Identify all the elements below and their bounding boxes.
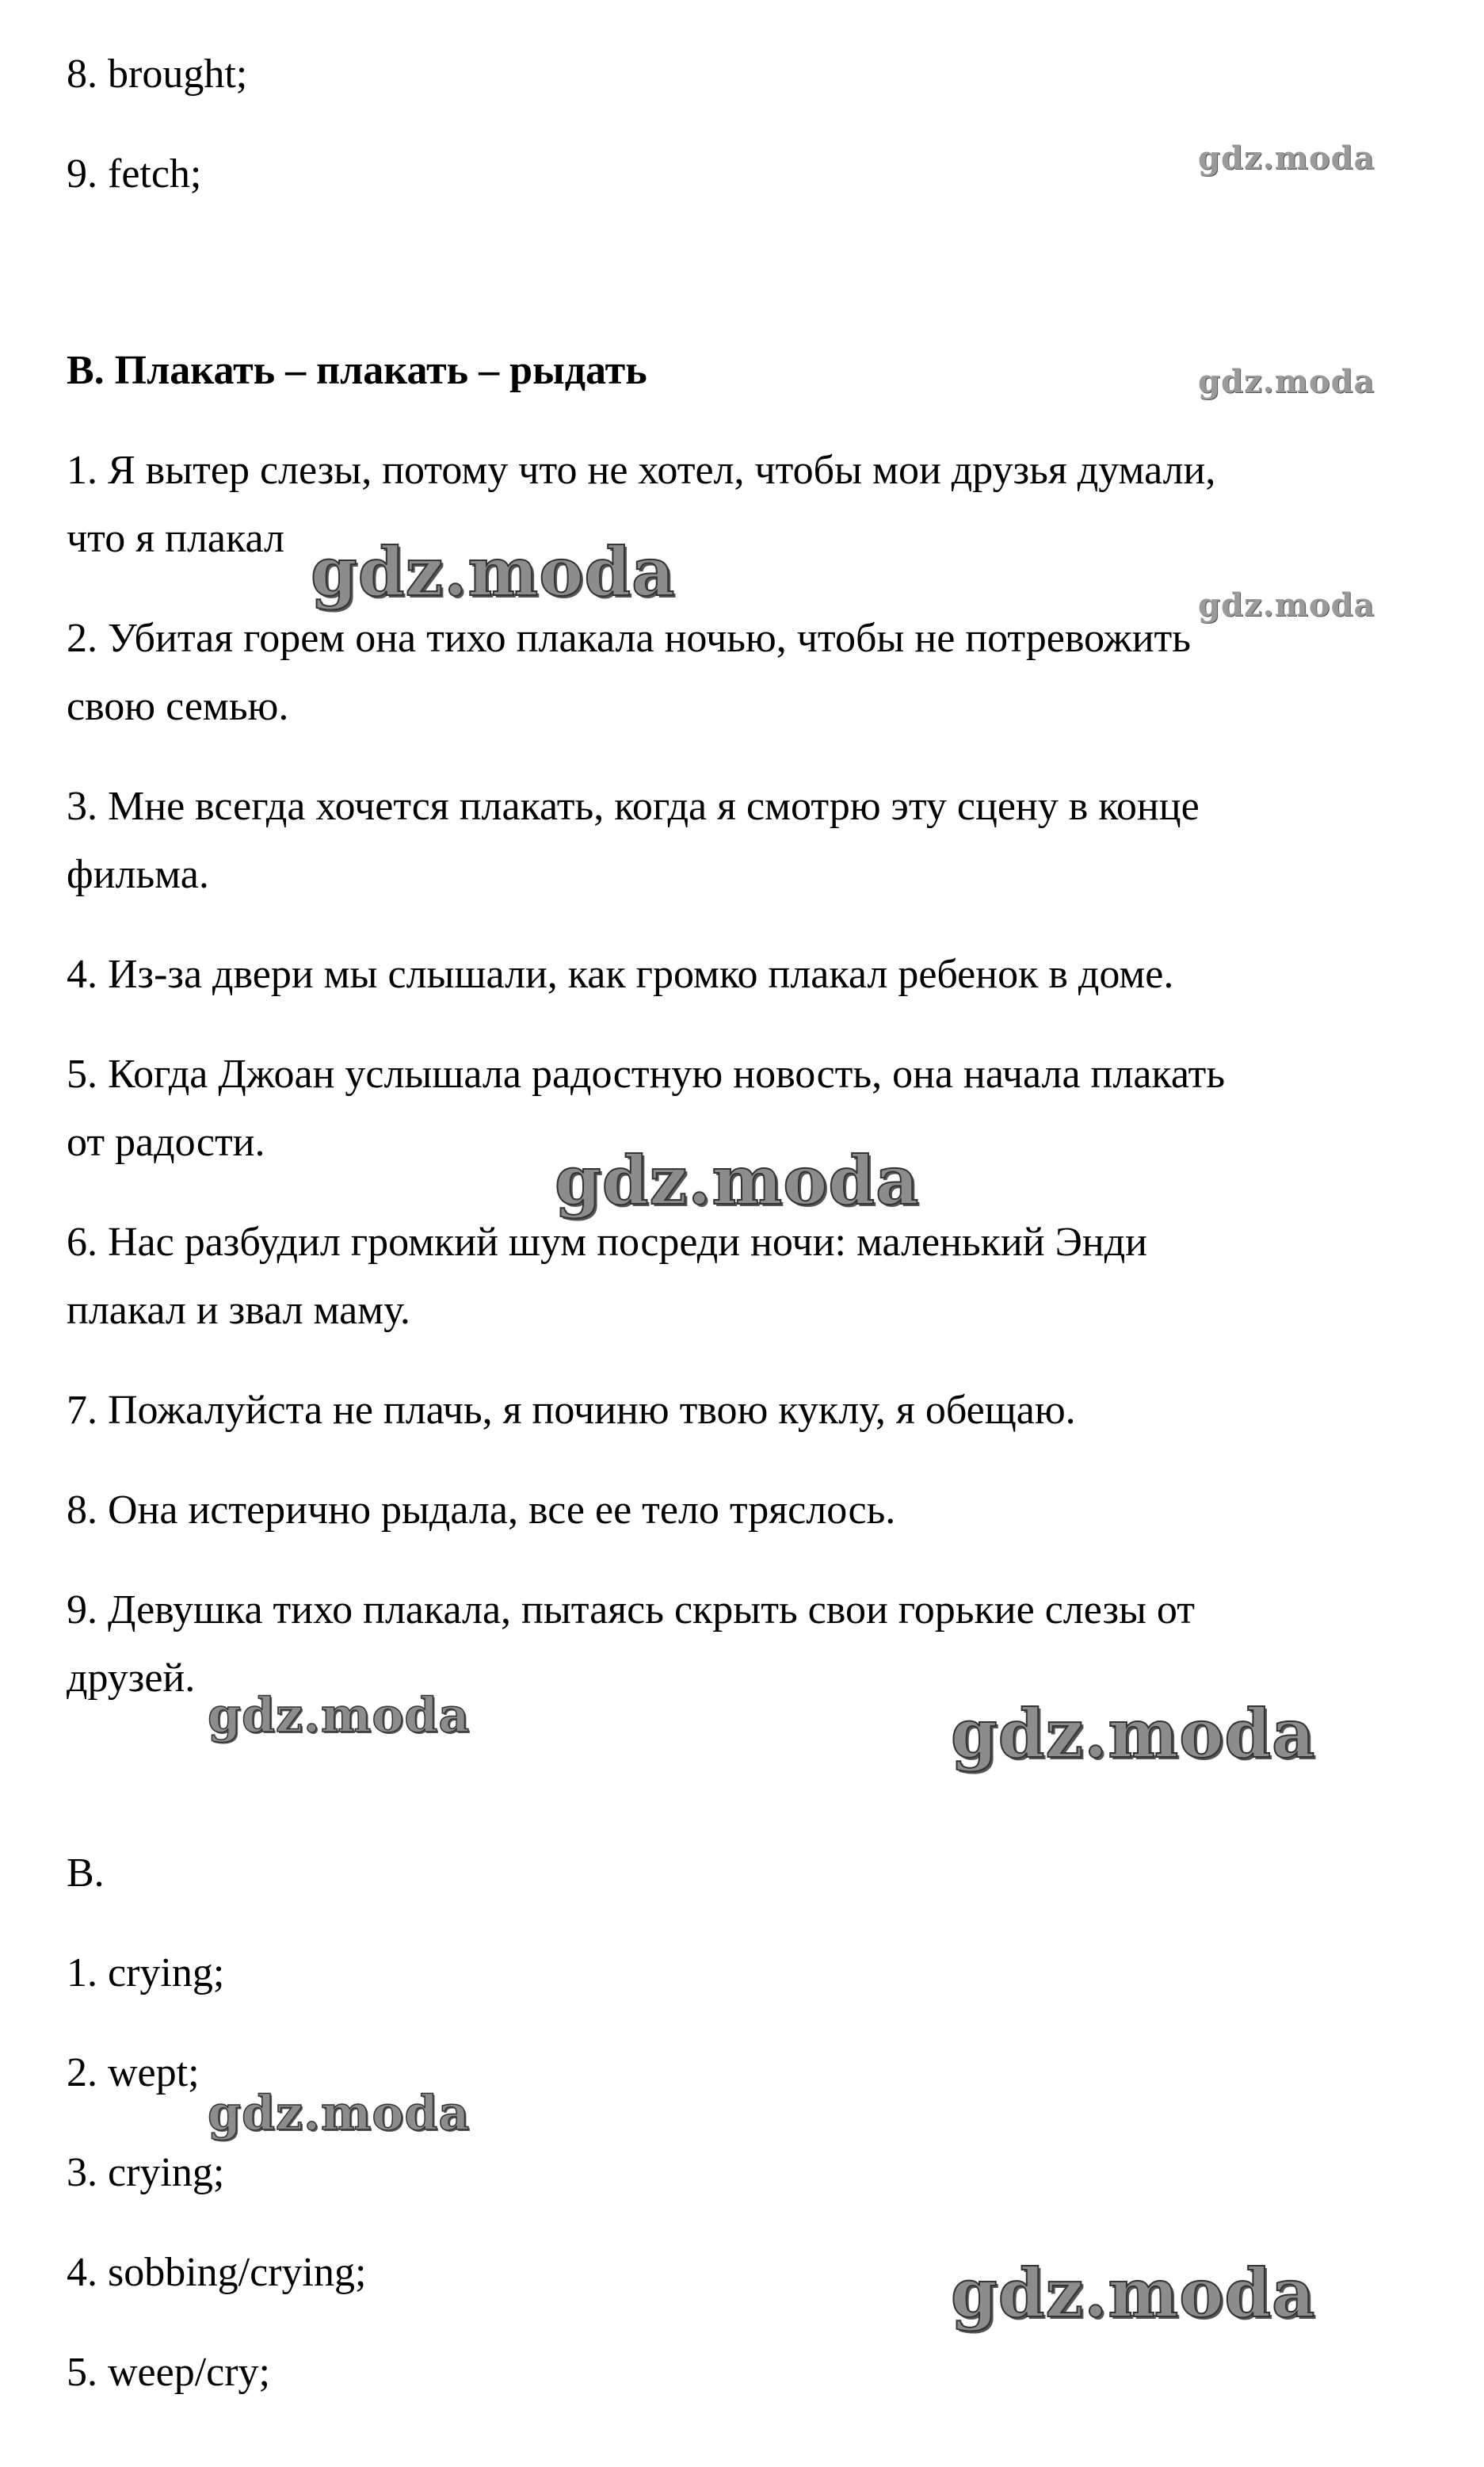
watermark: gdz.moda <box>1198 363 1375 400</box>
section-heading: B. Плакать – плакать – рыдать <box>67 348 647 393</box>
translation-3-line1: 3. Мне всегда хочется плакать, когда я смотрю эту сцену в конце <box>67 784 1200 829</box>
translation-7-line1: 7. Пожалуйста не плачь, я починю твою куклу, я обещаю. <box>67 1388 1076 1433</box>
translation-1-line1: 1. Я вытер слезы, потому что не хотел, чтобы мои друзья думали, <box>67 448 1216 493</box>
watermark: gdz.moda <box>208 1688 471 1743</box>
translation-6-line2: плакал и звал маму. <box>67 1288 410 1333</box>
watermark: gdz.moda <box>311 533 676 611</box>
translation-2-line1: 2. Убитая горем она тихо плакала ночью, чтобы не потревожить <box>67 616 1191 661</box>
translation-5-line2: от радости. <box>67 1120 265 1165</box>
translation-3-line2: фильма. <box>67 852 209 897</box>
answer-5: 5. weep/cry; <box>67 2350 271 2395</box>
translation-6-line1: 6. Нас разбудил громкий шум посреди ночи: маленький Энди <box>67 1220 1148 1265</box>
answers-heading: B. <box>67 1850 105 1896</box>
answer-1: 1. crying; <box>67 1950 225 1995</box>
watermark: gdz.moda <box>208 2086 471 2141</box>
watermark: gdz.moda <box>555 1141 920 1220</box>
translation-4-line1: 4. Из-за двери мы слышали, как громко плакал ребенок в доме. <box>67 952 1174 997</box>
watermark: gdz.moda <box>951 2254 1316 2332</box>
translation-9-line1: 9. Девушка тихо плакала, пытаясь скрыть свои горькие слезы от <box>67 1587 1195 1633</box>
watermark: gdz.moda <box>1198 139 1375 177</box>
translation-9-line2: друзей. <box>67 1655 196 1701</box>
answer-line-9: 9. fetch; <box>67 151 202 197</box>
answer-3: 3. crying; <box>67 2150 225 2195</box>
translation-8-line1: 8. Она истерично рыдала, все ее тело тряслось. <box>67 1487 896 1533</box>
answer-4: 4. sobbing/crying; <box>67 2250 367 2295</box>
answer-2: 2. wept; <box>67 2050 200 2095</box>
answer-line-8: 8. brought; <box>67 52 248 97</box>
translation-1-line2: что я плакал <box>67 516 284 561</box>
translation-2-line2: свою семью. <box>67 684 289 729</box>
translation-5-line1: 5. Когда Джоан услышала радостную новость, она начала плакать <box>67 1052 1226 1097</box>
watermark: gdz.moda <box>951 1694 1316 1773</box>
watermark: gdz.moda <box>1198 586 1375 624</box>
